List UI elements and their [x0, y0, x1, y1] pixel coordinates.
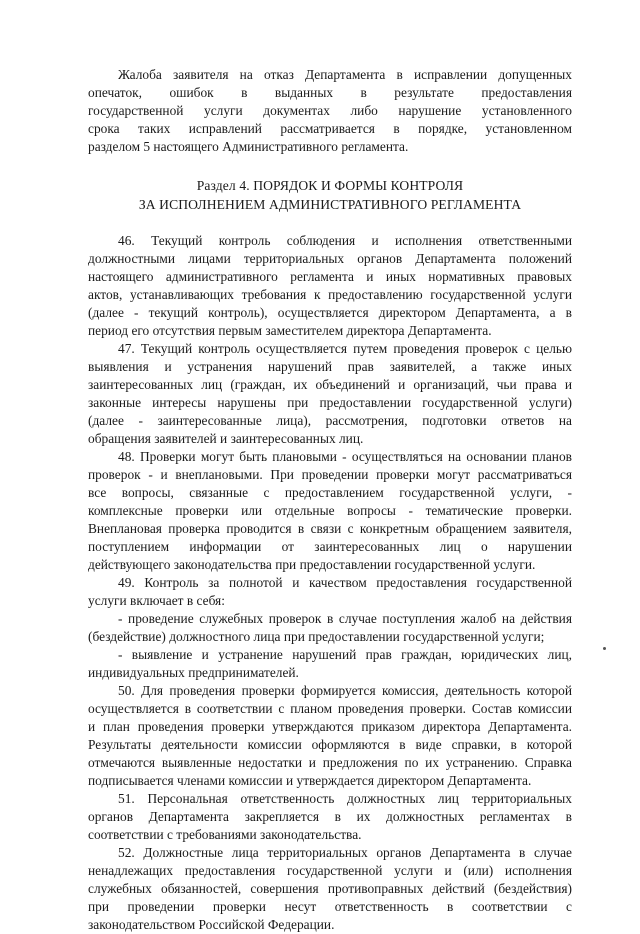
text-line: 48. Проверки могут быть плановыми - осуществляться на основании планов	[118, 449, 572, 464]
section-heading-line: ЗА ИСПОЛНЕНИЕМ АДМИНИСТРАТИВНОГО РЕГЛАМЕНТА	[138, 197, 522, 212]
text-line: (бездействие) должностного лица при предоставлении государственной услуги;	[88, 629, 545, 644]
text-line: служебных обязанностей, совершения противоправных действий (бездействия)	[88, 881, 572, 896]
text-line: Внеплановая проверка проводится в связи с конкретным обращением заявителя,	[88, 521, 572, 536]
text-line: 47. Текущий контроль осуществляется путем проведения проверок с целью	[118, 341, 572, 356]
text-line: проверок - и внеплановыми. При проведении проверки могут рассматриваться	[88, 467, 572, 482]
text-line: 50. Для проведения проверки формируется комиссия, деятельность которой	[118, 683, 572, 698]
text-line: индивидуальных предпринимателей.	[88, 665, 299, 680]
text-line: - проведение служебных проверок в случае поступления жалоб на действия	[118, 611, 572, 626]
paragraph-46	[88, 232, 572, 340]
text-line: должностными лицами территориальных органов Департамента положений	[88, 251, 572, 266]
text-line: ненадлежащих предоставления государственной услуги и (или) исполнения	[88, 863, 572, 878]
text-line: срока таких исправлений рассматривается в порядке, установленном	[88, 121, 572, 136]
document-page	[88, 66, 572, 934]
text-line: комплексные проверки или отдельные вопросы - тематические проверки.	[88, 503, 572, 518]
text-line: и план проведения проверки утверждаются приказом директора Департамента.	[88, 719, 572, 734]
text-line: - выявление и устранение нарушений прав граждан, юридических лиц,	[118, 647, 572, 662]
paragraph-49	[88, 574, 572, 610]
text-line: 52. Должностные лица территориальных органов Департамента в случае	[118, 845, 572, 860]
scan-speck	[603, 647, 606, 650]
text-line: опечаток, ошибок в выданных в результате предоставления	[88, 85, 572, 100]
text-line: период его отсутствия первым заместителем директора Департамента.	[88, 323, 492, 338]
text-line: разделом 5 настоящего Административного регламента.	[88, 139, 409, 154]
text-line: заинтересованных лиц (граждан, их объединений и организаций, чьи права и	[88, 377, 572, 392]
list-item	[88, 646, 572, 682]
text-line: при проведении проверки несут ответственность в соответствии с	[88, 899, 572, 914]
list-item	[88, 610, 572, 646]
text-line: (далее - заинтересованные лица), рассмотрения, подготовки ответов на	[88, 413, 572, 428]
text-line: органов Департамента закрепляется в их должностных регламентах в	[88, 809, 572, 824]
paragraph-48	[88, 448, 572, 574]
text-line: поступлением информации от заинтересованных лиц о нарушении	[88, 539, 572, 554]
section-heading	[88, 176, 572, 214]
text-line: актов, устанавливающих требования к предоставлению государственной услуги	[88, 287, 572, 302]
text-line: законные интересы нарушены при предоставлении государственной услуги)	[88, 395, 572, 410]
text-line: обращения заявителей и заинтересованных лиц.	[88, 431, 364, 446]
section-heading-line: Раздел 4. ПОРЯДОК И ФОРМЫ КОНТРОЛЯ	[196, 178, 464, 193]
text-line: (далее - текущий контроль), осуществляется директором Департамента, а в	[88, 305, 572, 320]
text-line: услуги включает в себя:	[88, 593, 225, 608]
paragraph-51	[88, 790, 572, 844]
text-line: 49. Контроль за полнотой и качеством предоставления государственной	[118, 575, 572, 590]
text-line: соответствии с требованиями законодательства.	[88, 827, 362, 842]
text-line: осуществляется в соответствии с планом проведения проверки. Состав комиссии	[88, 701, 572, 716]
text-line: все вопросы, связанные с предоставлением государственной услуги, -	[88, 485, 572, 500]
text-line: Жалоба заявителя на отказ Департамента в исправлении допущенных	[118, 67, 572, 82]
intro-paragraph	[88, 66, 572, 156]
text-line: подписывается членами комиссии и утверждается директором Департамента.	[88, 773, 532, 788]
text-line: законодательством Российской Федерации.	[88, 917, 335, 932]
text-line: 51. Персональная ответственность должностных лиц территориальных	[118, 791, 572, 806]
text-line: Результаты деятельности комиссии оформляются в виде справки, в которой	[88, 737, 572, 752]
text-line: действующего законодательства при предоставлении государственной услуги.	[88, 557, 536, 572]
text-line: выявления и устранения нарушений прав заявителей, а также иных	[88, 359, 572, 374]
text-line: отмечаются выявленные недостатки и предложения по их устранению. Справка	[88, 755, 572, 770]
text-line: государственной услуги документах либо нарушение установленного	[88, 103, 572, 118]
paragraph-52	[88, 844, 572, 934]
text-line: 46. Текущий контроль соблюдения и исполнения ответственными	[118, 233, 572, 248]
paragraph-50	[88, 682, 572, 790]
paragraph-47	[88, 340, 572, 448]
text-line: настоящего административного регламента и иных нормативных правовых	[88, 269, 572, 284]
